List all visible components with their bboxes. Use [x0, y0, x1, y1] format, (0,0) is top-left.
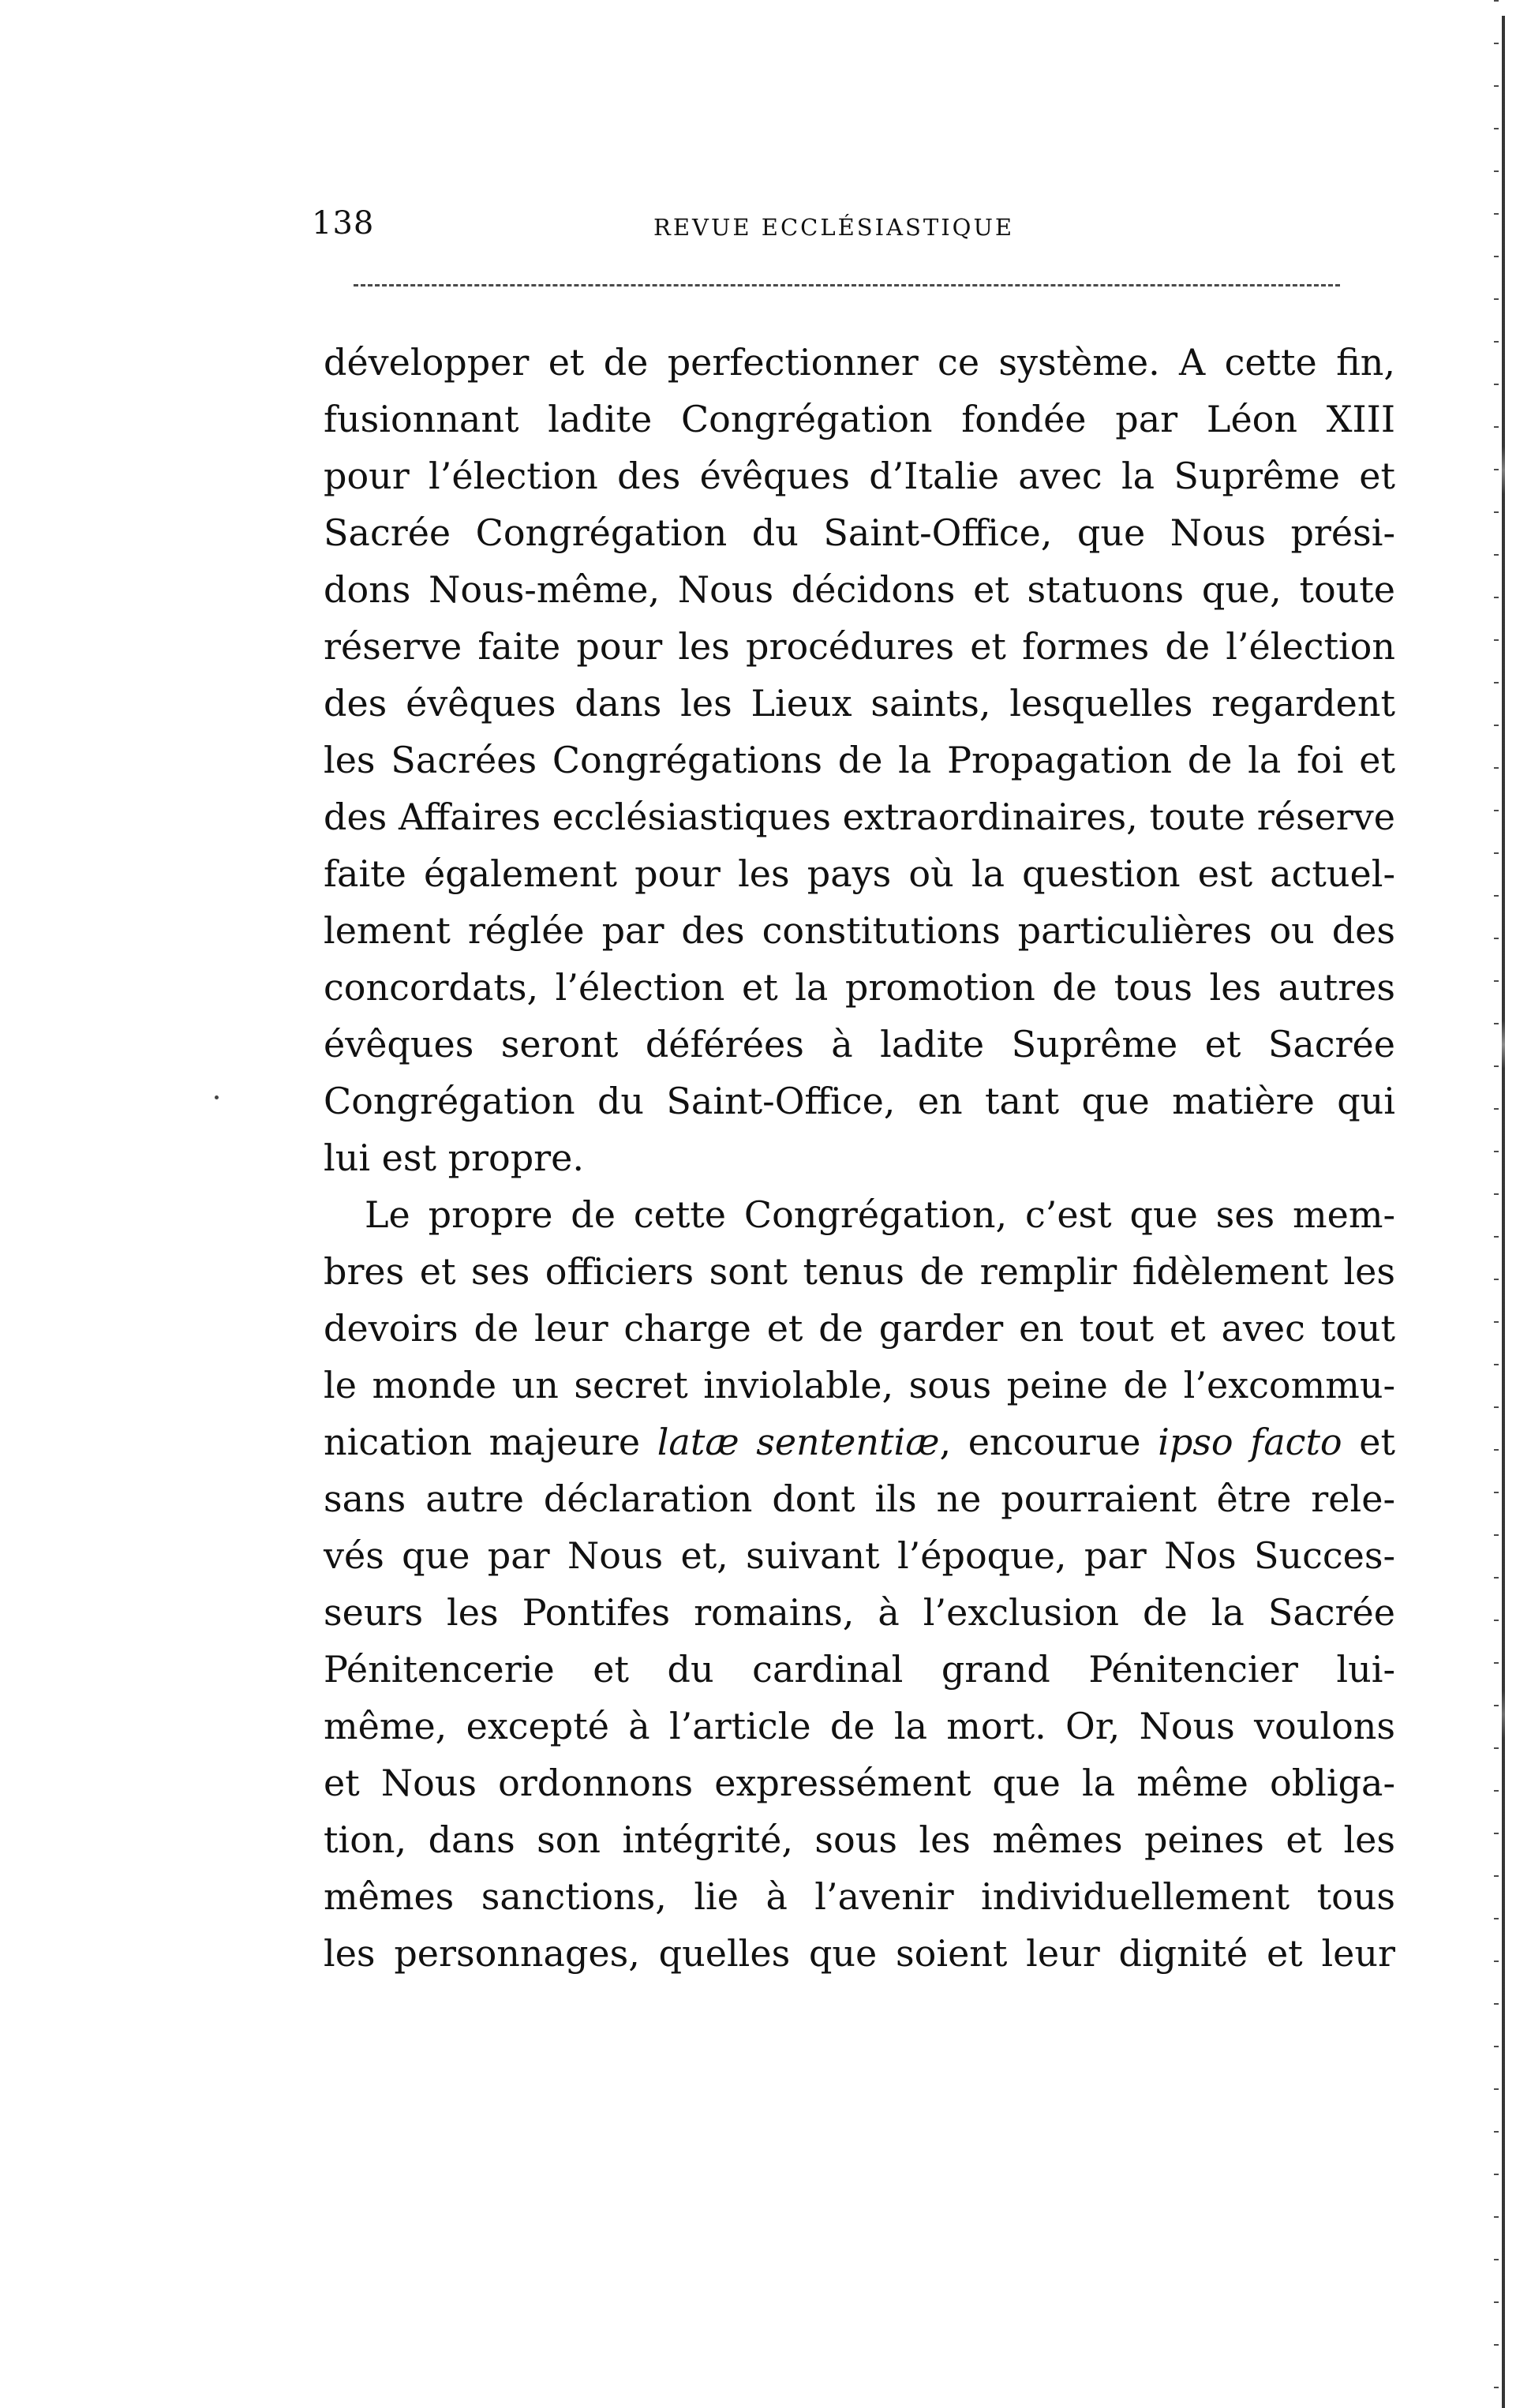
text-line: des évêques dans les Lieux saints, lesquelles regardent	[324, 682, 1395, 725]
text-line: même, excepté à l’article de la mort. Or, Nous voulons	[324, 1705, 1395, 1747]
text-line: vés que par Nous et, suivant l’époque, par Nos Succes-	[324, 1534, 1395, 1577]
text-line: et Nous ordonnons expressément que la même obliga-	[324, 1762, 1395, 1804]
margin-mark	[215, 1095, 219, 1099]
running-title: REVUE ECCLÉSIASTIQUE	[653, 214, 1015, 241]
text-line: les Sacrées Congrégations de la Propagation de la foi et	[324, 739, 1395, 781]
main-text	[324, 334, 1395, 1982]
text-line: Congrégation du Saint-Office, en tant que matière qui	[324, 1080, 1395, 1122]
text-line: bres et ses officiers sont tenus de remplir fidèlement les	[324, 1250, 1395, 1293]
text-line: des Affaires ecclésiastiques extraordinaires, toute réserve	[324, 796, 1395, 838]
text-line: évêques seront déférées à ladite Suprême et Sacrée	[324, 1023, 1395, 1065]
page-number: 138	[312, 205, 375, 242]
text-line: sans autre déclaration dont ils ne pourraient être rele-	[324, 1477, 1395, 1520]
text-line: les personnages, quelles que soient leur dignité et leur	[324, 1932, 1395, 1975]
text-segment: et	[1342, 1421, 1395, 1463]
text-line: réserve faite pour les procédures et formes de l’élection	[324, 625, 1395, 668]
text-line: développer et de perfectionner ce système. A cette fin,	[324, 341, 1395, 384]
book-binding-edge	[1494, 0, 1508, 2408]
text-line: concordats, l’élection et la promotion de tous les autres	[324, 966, 1395, 1009]
italic-latin-phrase: ipso facto	[1158, 1421, 1342, 1463]
text-line: Pénitencerie et du cardinal grand Pénitencier lui-	[324, 1648, 1395, 1691]
text-line: pour l’élection des évêques d’Italie avec la Suprême et	[324, 455, 1395, 497]
text-line: mêmes sanctions, lie à l’avenir individuellement tous	[324, 1875, 1395, 1918]
text-line: fusionnant ladite Congrégation fondée par Léon XIII	[324, 398, 1395, 440]
text-line: faite également pour les pays où la question est actuel-	[324, 852, 1395, 895]
text-line: lui est propre.	[324, 1137, 585, 1179]
text-line-with-italics	[324, 1414, 1395, 1470]
text-line: lement réglée par des constitutions particulières ou des	[324, 909, 1395, 952]
binding-marks	[1494, 0, 1499, 2408]
text-line: dons Nous-même, Nous décidons et statuons que, toute	[324, 568, 1395, 611]
text-line: tion, dans son intégrité, sous les mêmes peines et les	[324, 1818, 1395, 1861]
text-segment: nication majeure	[324, 1421, 657, 1463]
binding-line	[1502, 16, 1505, 2408]
text-segment: , encourue	[939, 1421, 1159, 1463]
text-line: devoirs de leur charge et de garder en tout et avec tout	[324, 1307, 1395, 1350]
paragraph-start-line: Le propre de cette Congrégation, c’est que ses mem-	[365, 1193, 1395, 1236]
page-header	[312, 197, 1401, 253]
text-line: le monde un secret inviolable, sous peine de l’excommu-	[324, 1364, 1395, 1406]
header-divider	[354, 284, 1340, 286]
italic-latin-phrase: latæ sententiæ	[657, 1421, 940, 1463]
text-line: Sacrée Congrégation du Saint-Office, que Nous prési-	[324, 511, 1395, 554]
text-line: seurs les Pontifes romains, à l’exclusion de la Sacrée	[324, 1591, 1395, 1634]
